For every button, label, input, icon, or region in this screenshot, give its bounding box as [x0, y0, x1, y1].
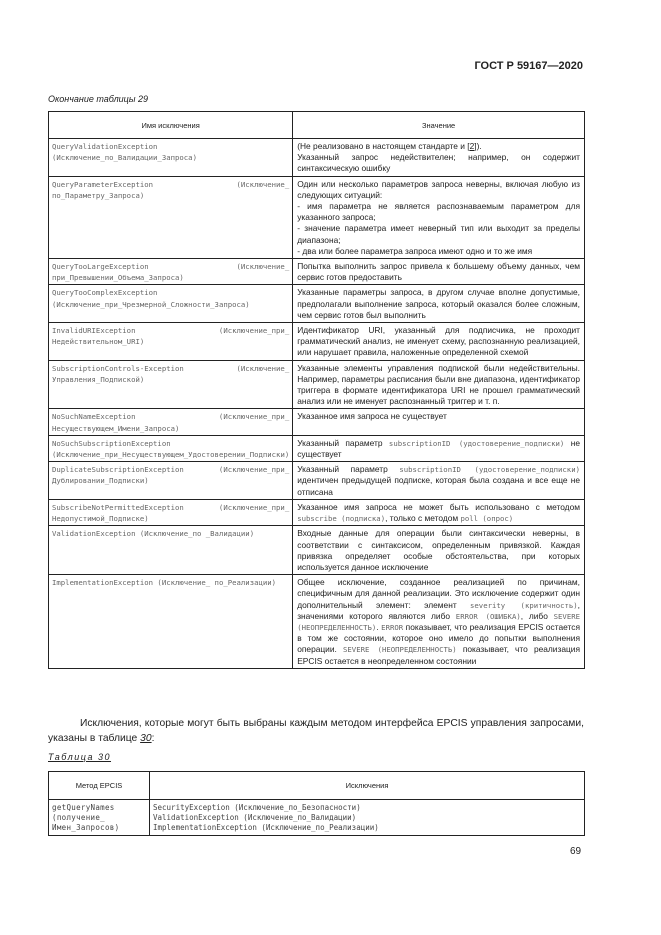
table-row — [49, 360, 585, 409]
exception-meaning-cell: Указанные параметры запроса, в другом случае вполне допустимые, предполагали выполнение запроса, который оказался более сложным, чем сервис готов был выполнить — [293, 285, 585, 323]
method-cell: getQueryNames (получение_ Имен_Запросов) — [49, 800, 150, 836]
table-row — [49, 323, 585, 361]
page-number: 69 — [570, 846, 582, 857]
table-row — [49, 139, 585, 177]
exception-name-cell: ImplementationException (Исключение_ по_Реализации) — [49, 575, 293, 669]
exception-name-cell: NoSuchNameException (Исключение_при_ Несуществующем_Имени_Запроса) — [49, 409, 293, 435]
exception-name-cell: NoSuchSubscriptionException (Исключение_при_Несуществующем_Удостоверении_Подписки) — [49, 435, 293, 461]
table-row — [49, 462, 585, 500]
table-row — [49, 800, 585, 836]
exception-meaning-cell: Указанный параметр subscriptionID (удостоверение_подписки) не существует — [293, 435, 585, 461]
exception-name-cell: SubscriptionControls-Exception (Исключение_ Управления_Подпиской) — [49, 360, 293, 409]
exceptions-cell — [150, 800, 585, 836]
exception-meaning-cell: Общее исключение, созданное реализацией по причинам, специфичным для данной реализации. Это исключение содержит один дополнительный элемент: элемент severity (критичность), значениями которого являются либо ERROR (ОШИБКА), либо SEVERE (НЕОПРЕДЕЛЕННОСТЬ). ERROR показывает, что реализация EPCIS остается в том же состоянии, которое оно имело до попытки выполнения операции. SEVERE (НЕОПРЕДЕЛЕННОСТЬ) показывает, что реализация EPCIS остается в неопределенном состоянии — [293, 575, 585, 669]
exception-name-cell: ValidationException (Исключение_по _Валидации) — [49, 526, 293, 575]
exception-name-cell: QueryValidationException (Исключение_по_Валидации_Запроса) — [49, 139, 293, 177]
table-row — [49, 176, 585, 258]
exception-name-cell: QueryTooLargeException (Исключение_ при_Превышении_Объема_Запроса) — [49, 259, 293, 285]
table-row — [49, 435, 585, 461]
table-row — [49, 499, 585, 525]
table-row — [49, 259, 585, 285]
exception-meaning-cell: Попытка выполнить запрос привела к большему объему данных, чем сервис готов предоставить — [293, 259, 585, 285]
column-header-meaning: Значение — [293, 112, 585, 139]
exception-item: SecurityException (Исключение_по_Безопасности) — [153, 803, 361, 812]
methods-table-30 — [48, 771, 585, 836]
table30-label: Таблица 30 — [48, 752, 112, 762]
exception-meaning-cell: Идентификатор URI, указанный для подписчика, не проходит грамматический анализ, не именует схему, распознанную реализацией, или нарушает правила, наложенные определенной схемой — [293, 323, 585, 361]
exception-meaning-cell: Указанное имя запроса не существует — [293, 409, 585, 435]
column-header-exception-name: Имя исключения — [49, 112, 293, 139]
exceptions-table-29 — [48, 111, 585, 669]
exception-meaning-cell: (Не реализовано в настоящем стандарте и [2]). Указанный запрос недействителен; например, он содержит синтаксическую ошибку — [293, 139, 585, 177]
column-header-method: Метод EPCIS — [49, 772, 150, 800]
exception-meaning-cell: Указанное имя запроса не может быть использовано с методом subscribe (подписка), только с методом poll (опрос) — [293, 499, 585, 525]
document-id: ГОСТ Р 59167—2020 — [474, 60, 583, 72]
exception-name-cell: SubscribeNotPermittedException (Исключение_при_ Недопустимой_Подписке) — [49, 499, 293, 525]
exception-name-cell: QueryTooComplexException (Исключение_при_Чрезмерной_Сложности_Запроса) — [49, 285, 293, 323]
exception-meaning-cell: Один или несколько параметров запроса неверны, включая любую из следующих ситуаций: - имя параметра не является распознаваемым параметром для указанного запроса; - значение параметра имеет неверный тип или выходит за пределы диапазона; - два или более параметра запроса имеют одно и то же имя — [293, 176, 585, 258]
exception-item: ValidationException (Исключение_по_Валидации) — [153, 813, 357, 822]
table-row — [49, 526, 585, 575]
exception-name-cell: DuplicateSubscriptionException (Исключение_при_ Дублировании_Подписки) — [49, 462, 293, 500]
table-row — [49, 285, 585, 323]
column-header-exceptions: Исключения — [150, 772, 585, 800]
exception-name-cell: InvalidURIException (Исключение_при_ Недействительном_URI) — [49, 323, 293, 361]
table-reference-link[interactable]: 30 — [140, 733, 152, 744]
exception-meaning-cell: Входные данные для операции были синтаксически неверны, в соответствии с синтаксисом, определенным привязкой. Каждая привязка определяет особые обстоятельства, при которых используется данное исключение — [293, 526, 585, 575]
exception-meaning-cell: Указанные элементы управления подпиской были недействительны. Например, параметры расписания были вне диапазона, идентификатор триггера в формате идентификатора URI не прошел грамматический анализ или не именует распознанный триггер и т. п. — [293, 360, 585, 409]
body-paragraph: Исключения, которые могут быть выбраны каждым методом интерфейса EPCIS управления запросами, указаны в таблице 30: — [48, 718, 584, 744]
table-row — [49, 409, 585, 435]
table-row — [49, 575, 585, 669]
exception-name-cell: QueryParameterException (Исключение_ по_Параметру_Запроса) — [49, 176, 293, 258]
table29-caption: Окончание таблицы 29 — [48, 94, 148, 104]
exception-item: ImplementationException (Исключение_по_Реализации) — [153, 823, 379, 832]
exception-meaning-cell: Указанный параметр subscriptionID (удостоверение_подписки) идентичен предыдущей подписке, которая была создана и все еще не отписана — [293, 462, 585, 500]
